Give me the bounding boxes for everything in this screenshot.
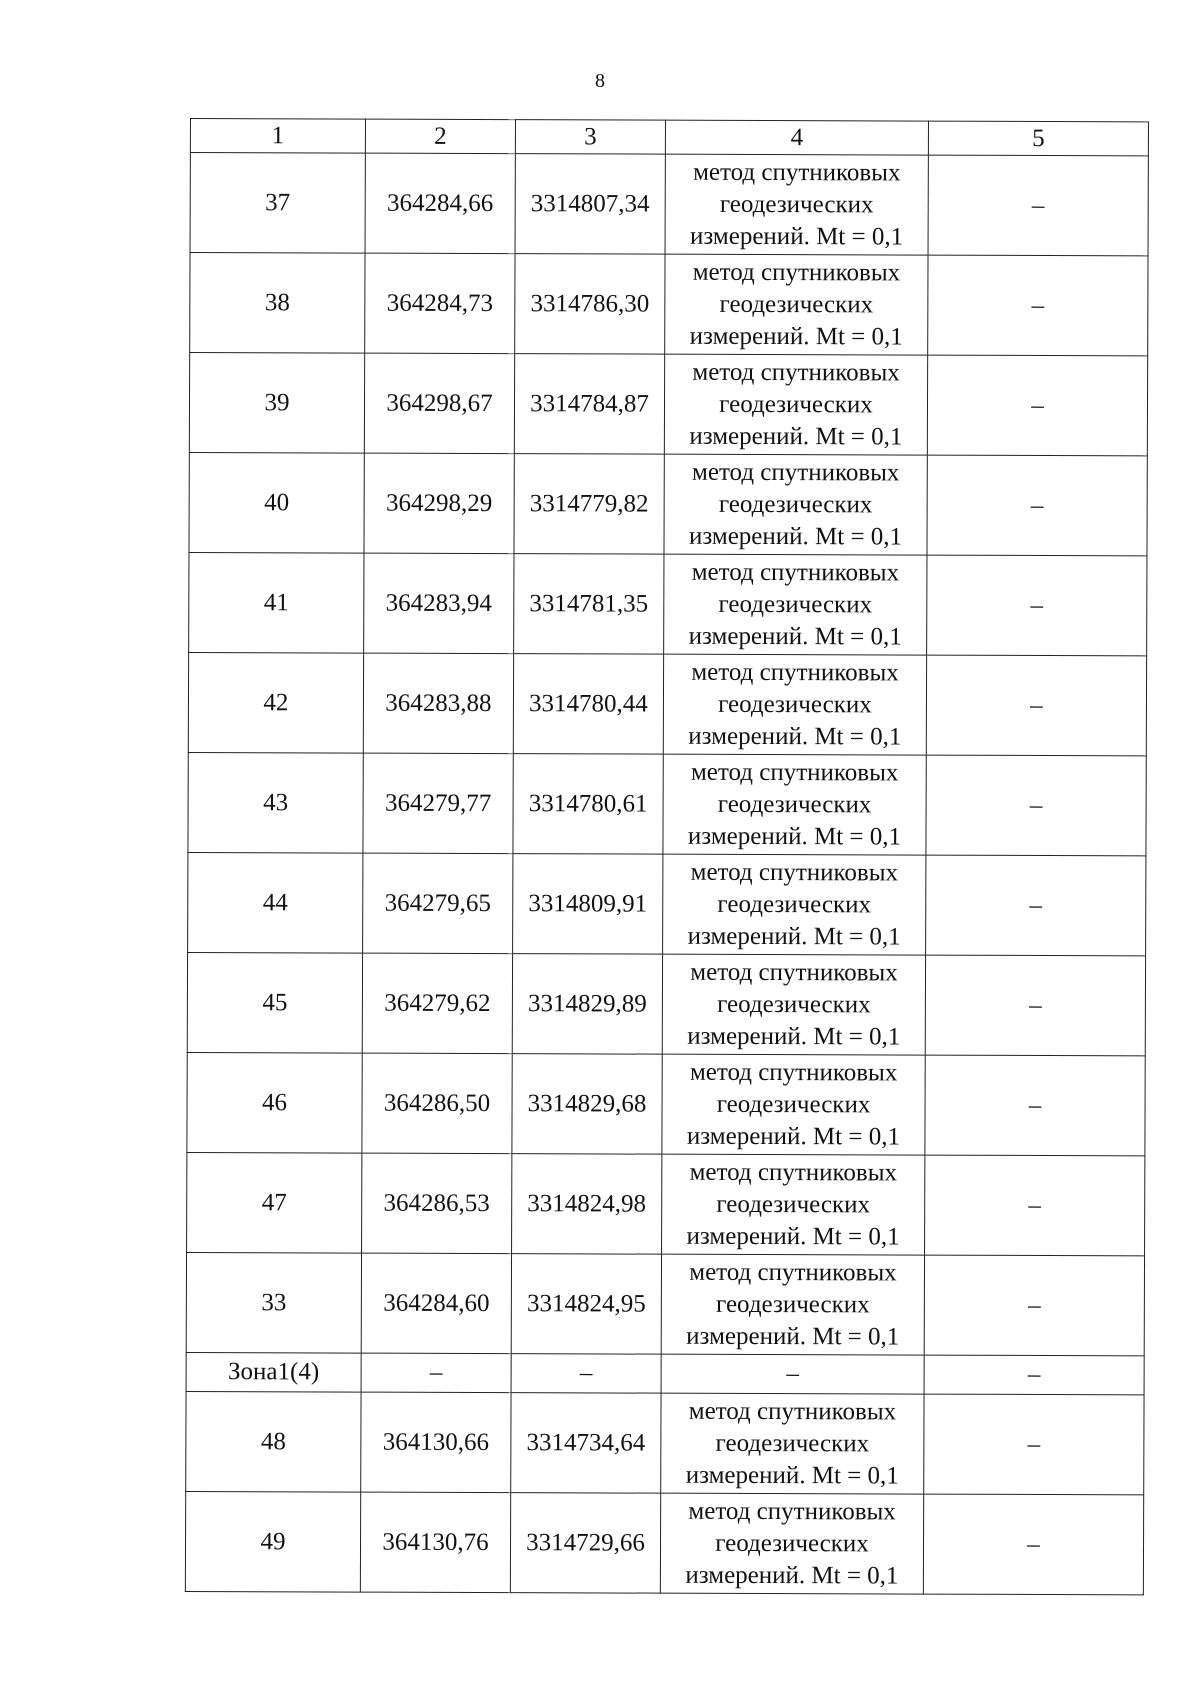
point-number-cell: 45 <box>187 952 362 1053</box>
point-number-cell: 39 <box>189 353 364 454</box>
method-description-cell: метод спутниковых геодезических измерений. Mt = 0,1 <box>663 754 926 855</box>
note-cell: – <box>923 1494 1143 1595</box>
coordinate-y-cell: 3314734,64 <box>511 1393 661 1494</box>
coordinate-x-cell: 364279,77 <box>363 753 513 854</box>
method-description-cell: метод спутниковых геодезических измерений. Mt = 0,1 <box>663 654 926 755</box>
page-number: 8 <box>595 70 605 92</box>
table-row <box>189 353 1147 456</box>
coordinate-x-cell: 364284,73 <box>365 253 515 354</box>
point-number-cell: 42 <box>188 652 363 753</box>
method-description-cell: метод спутниковых геодезических измерений. Mt = 0,1 <box>665 254 928 355</box>
note-cell: – <box>924 1255 1144 1356</box>
method-description-cell: метод спутниковых геодезических измерений. Mt = 0,1 <box>664 454 927 555</box>
point-number-cell: 47 <box>187 1152 362 1253</box>
method-description-cell: метод спутниковых геодезических измерений. Mt = 0,1 <box>661 1393 924 1494</box>
table-row <box>190 153 1148 256</box>
note-cell: – <box>924 1355 1144 1395</box>
coordinate-x-cell: 364279,65 <box>363 853 513 954</box>
table-row <box>188 852 1146 955</box>
header-cell-col-1: 1 <box>190 119 365 154</box>
coordinate-y-cell: 3314829,89 <box>512 954 662 1055</box>
point-number-cell: 43 <box>188 752 363 853</box>
method-description-cell: метод спутниковых геодезических измерений. Mt = 0,1 <box>665 154 928 255</box>
header-cell-col-4: 4 <box>665 120 928 155</box>
note-cell: – <box>927 455 1147 556</box>
note-cell: – <box>925 1055 1145 1156</box>
note-cell: – <box>925 955 1145 1056</box>
coordinates-table <box>185 118 1149 1595</box>
coordinate-y-cell: 3314786,30 <box>515 254 665 355</box>
point-number-cell: 48 <box>186 1391 361 1492</box>
table-header-row <box>190 119 1148 156</box>
table-body <box>185 119 1148 1595</box>
coordinate-y-cell: 3314824,98 <box>512 1154 662 1255</box>
method-description-cell: метод спутниковых геодезических измерений. Mt = 0,1 <box>663 854 926 955</box>
coordinate-x-cell: 364286,53 <box>362 1153 512 1254</box>
coordinate-x-cell: 364298,67 <box>364 353 514 454</box>
table-row <box>188 752 1146 855</box>
table-row <box>187 952 1145 1055</box>
point-number-cell: 46 <box>187 1052 362 1153</box>
note-cell: – <box>928 255 1148 356</box>
coordinate-x-cell: 364286,50 <box>362 1053 512 1154</box>
method-description-cell: метод спутниковых геодезических измерений. Mt = 0,1 <box>661 1254 924 1355</box>
coordinate-y-cell: 3314824,95 <box>511 1254 661 1355</box>
method-description-cell: метод спутниковых геодезических измерений. Mt = 0,1 <box>664 554 927 655</box>
coordinate-x-cell: – <box>361 1353 511 1393</box>
method-description-cell: метод спутниковых геодезических измерений. Mt = 0,1 <box>664 354 927 455</box>
note-cell: – <box>925 1155 1145 1256</box>
point-number-cell: 37 <box>190 153 365 254</box>
coordinate-y-cell: 3314781,35 <box>514 554 664 655</box>
coordinate-x-cell: 364130,66 <box>361 1392 511 1493</box>
coordinate-x-cell: 364283,94 <box>364 553 514 654</box>
method-description-cell: метод спутниковых геодезических измерений. Mt = 0,1 <box>662 954 925 1055</box>
note-cell: – <box>926 655 1146 756</box>
method-description-cell: – <box>661 1354 924 1394</box>
method-description-cell: метод спутниковых геодезических измерений. Mt = 0,1 <box>660 1493 923 1594</box>
table-row <box>187 1152 1145 1255</box>
table-row <box>185 1491 1143 1594</box>
note-cell: – <box>926 755 1146 856</box>
point-number-cell: Зона1(4) <box>186 1352 361 1392</box>
coordinate-y-cell: 3314807,34 <box>515 154 665 255</box>
table-row <box>187 1052 1145 1155</box>
table-row <box>189 452 1147 555</box>
table-row <box>186 1391 1144 1494</box>
coordinate-x-cell: 364284,66 <box>365 153 515 254</box>
point-number-cell: 41 <box>189 552 364 653</box>
header-cell-col-5: 5 <box>928 121 1148 156</box>
method-description-cell: метод спутниковых геодезических измерений. Mt = 0,1 <box>662 1054 925 1155</box>
note-cell: – <box>927 555 1147 656</box>
point-number-cell: 49 <box>185 1491 360 1592</box>
coordinate-x-cell: 364298,29 <box>364 453 514 554</box>
table-row <box>188 652 1146 755</box>
coordinate-y-cell: 3314809,91 <box>513 854 663 955</box>
coordinate-y-cell: 3314780,44 <box>513 654 663 755</box>
coordinate-x-cell: 364283,88 <box>363 653 513 754</box>
coordinate-y-cell: 3314780,61 <box>513 754 663 855</box>
note-cell: – <box>926 855 1146 956</box>
header-cell-col-3: 3 <box>515 120 665 155</box>
coordinate-x-cell: 364130,76 <box>360 1492 510 1593</box>
point-number-cell: 44 <box>188 852 363 953</box>
point-number-cell: 38 <box>190 253 365 354</box>
header-cell-col-2: 2 <box>365 119 515 154</box>
coordinate-y-cell: 3314779,82 <box>514 454 664 555</box>
coordinate-x-cell: 364284,60 <box>361 1253 511 1354</box>
note-cell: – <box>927 355 1147 456</box>
coordinate-y-cell: 3314829,68 <box>512 1054 662 1155</box>
coordinate-x-cell: 364279,62 <box>362 953 512 1054</box>
note-cell: – <box>928 155 1148 256</box>
coordinate-y-cell: 3314784,87 <box>514 354 664 455</box>
table-row <box>186 1252 1144 1355</box>
table-row <box>189 552 1147 655</box>
method-description-cell: метод спутниковых геодезических измерений. Mt = 0,1 <box>662 1154 925 1255</box>
zone-row <box>186 1352 1144 1394</box>
point-number-cell: 40 <box>189 452 364 553</box>
coordinate-y-cell: – <box>511 1354 661 1394</box>
table-row <box>190 253 1148 356</box>
note-cell: – <box>924 1394 1144 1495</box>
coordinate-y-cell: 3314729,66 <box>510 1493 660 1594</box>
point-number-cell: 33 <box>186 1252 361 1353</box>
